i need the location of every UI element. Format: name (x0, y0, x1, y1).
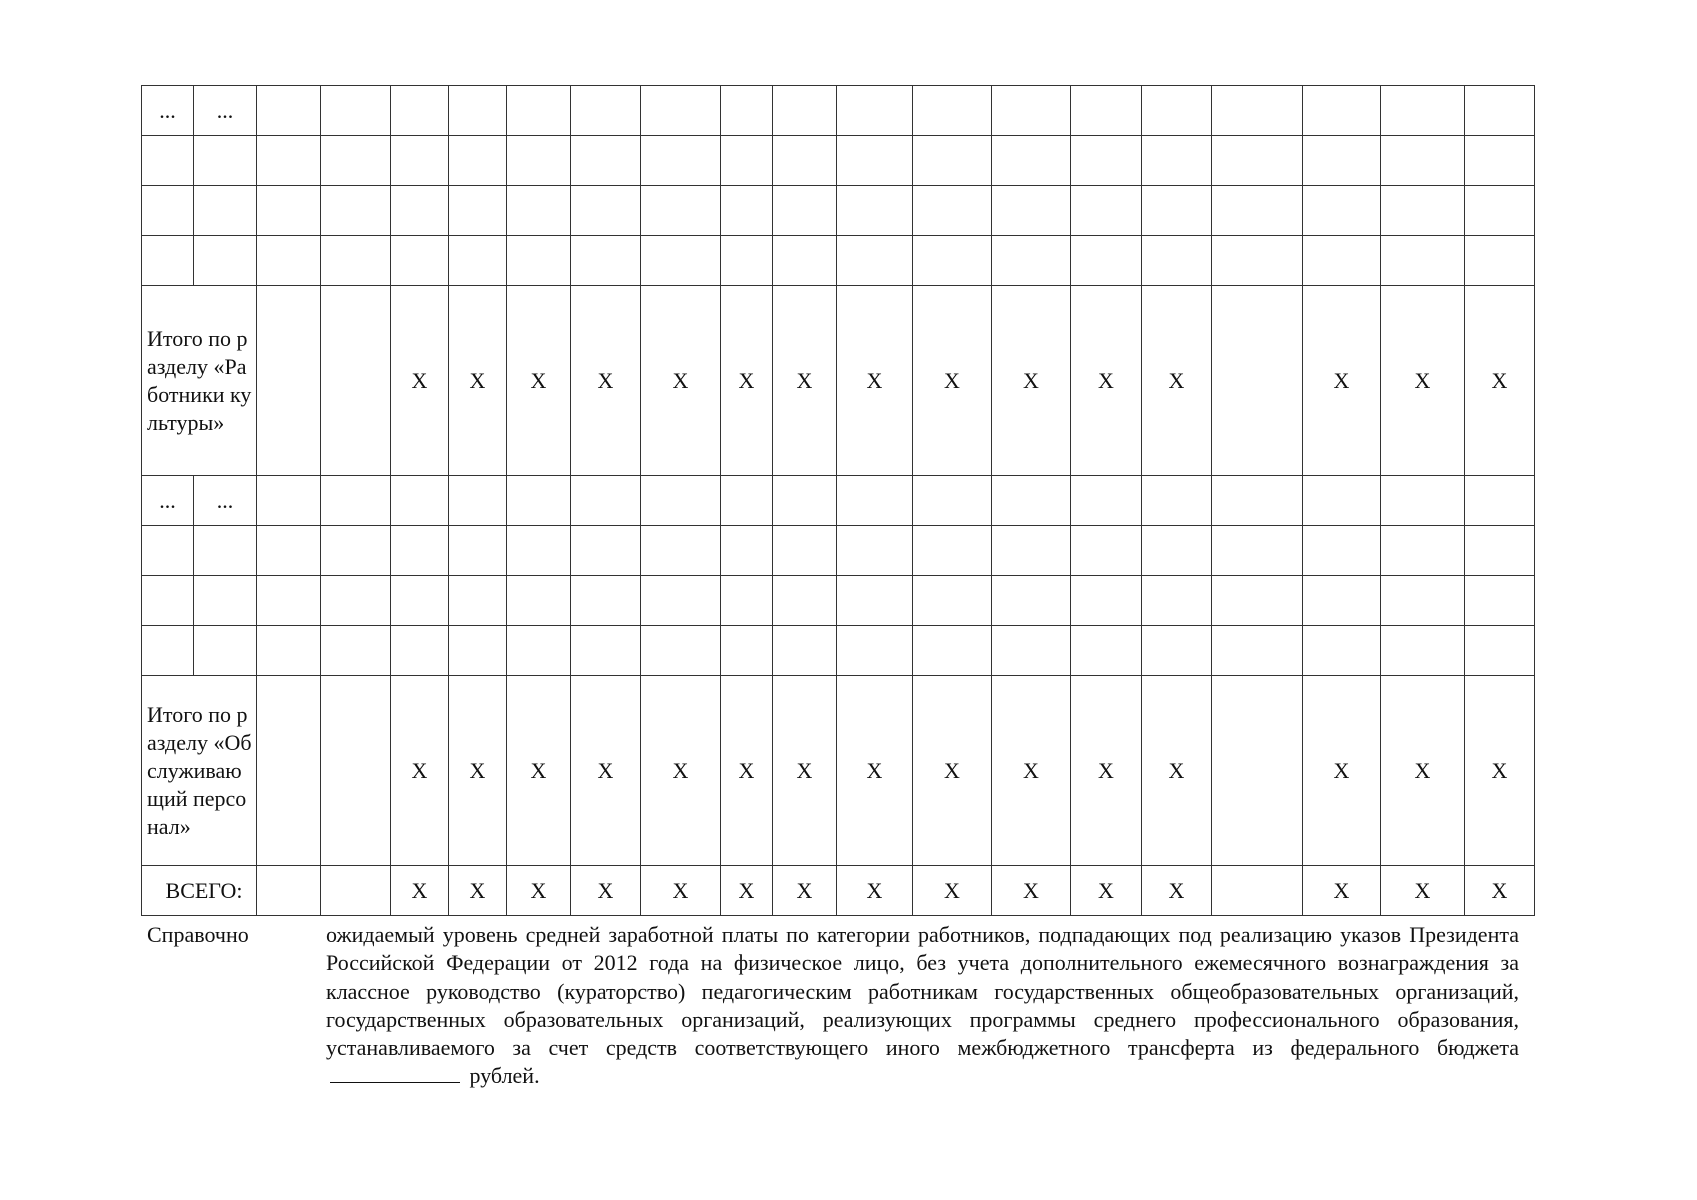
table-cell (773, 476, 837, 526)
section-total-label: Итого по разделу «Работники культуры» (142, 286, 257, 476)
table-cell (194, 136, 257, 186)
table-cell (1071, 236, 1142, 286)
table-row (142, 576, 1535, 626)
table-cell (992, 476, 1071, 526)
table-cell (641, 186, 721, 236)
table-cell (507, 576, 571, 626)
table-cell (571, 576, 641, 626)
cross-mark-cell: X (773, 286, 837, 476)
cross-mark-cell: X (721, 676, 773, 866)
table-cell (837, 86, 913, 136)
blank-input-line (330, 1062, 460, 1083)
table-cell (507, 186, 571, 236)
report-table (141, 85, 1535, 916)
note-label: Справочно (147, 922, 249, 947)
cross-mark-cell: X (1071, 676, 1142, 866)
table-cell (1071, 136, 1142, 186)
table-cell (913, 626, 992, 676)
table-cell (1212, 286, 1303, 476)
table-cell (571, 476, 641, 526)
table-cell (1142, 626, 1212, 676)
table-cell (449, 476, 507, 526)
table-cell (1381, 136, 1465, 186)
table-cell (992, 626, 1071, 676)
table-cell (641, 476, 721, 526)
table-cell (773, 576, 837, 626)
table-cell (1465, 236, 1535, 286)
table-cell (913, 236, 992, 286)
table-cell (1303, 236, 1381, 286)
table-cell (257, 186, 321, 236)
table-cell (1465, 86, 1535, 136)
table-cell (1381, 186, 1465, 236)
cross-mark-cell: X (1465, 286, 1535, 476)
cross-mark-cell: X (1071, 866, 1142, 916)
table-cell (1381, 526, 1465, 576)
table-cell (1071, 626, 1142, 676)
table-cell (1212, 866, 1303, 916)
cross-mark-cell: X (449, 286, 507, 476)
cross-mark-cell: X (1142, 286, 1212, 476)
cross-mark-cell: X (1303, 286, 1381, 476)
table-cell (571, 86, 641, 136)
table-cell (194, 526, 257, 576)
cross-mark-cell: X (1303, 866, 1381, 916)
table-cell (992, 186, 1071, 236)
table-cell (391, 86, 449, 136)
ellipsis-cell: ... (194, 86, 257, 136)
table-cell (257, 866, 321, 916)
cross-mark-cell: X (641, 866, 721, 916)
table-cell (391, 626, 449, 676)
table-cell (1142, 476, 1212, 526)
table-cell (257, 136, 321, 186)
table-cell (321, 286, 391, 476)
table-cell (142, 236, 194, 286)
table-cell (1142, 526, 1212, 576)
table-cell (992, 526, 1071, 576)
table-cell (773, 526, 837, 576)
table-cell (1071, 186, 1142, 236)
table-cell (571, 136, 641, 186)
table-cell (391, 576, 449, 626)
cross-mark-cell: X (992, 286, 1071, 476)
table-cell (837, 526, 913, 576)
cross-mark-cell: X (571, 286, 641, 476)
table-cell (1212, 476, 1303, 526)
table-cell (913, 526, 992, 576)
table-cell (1381, 236, 1465, 286)
table-cell (1381, 576, 1465, 626)
table-cell (1303, 576, 1381, 626)
table-cell (1303, 526, 1381, 576)
table-cell (913, 476, 992, 526)
table-cell (507, 626, 571, 676)
table-cell (1465, 526, 1535, 576)
table-cell (507, 86, 571, 136)
table-cell (1071, 576, 1142, 626)
table-cell (1212, 86, 1303, 136)
table-cell (449, 236, 507, 286)
table-cell (773, 186, 837, 236)
table-cell (1071, 526, 1142, 576)
table-row (142, 526, 1535, 576)
table-cell (449, 526, 507, 576)
table-cell (1212, 186, 1303, 236)
table-cell (142, 626, 194, 676)
table-cell (1381, 476, 1465, 526)
cross-mark-cell: X (641, 286, 721, 476)
table-cell (721, 576, 773, 626)
table-cell (641, 576, 721, 626)
table-cell (1212, 526, 1303, 576)
cross-mark-cell: X (773, 676, 837, 866)
table-cell (142, 136, 194, 186)
table-cell (992, 136, 1071, 186)
table-cell (449, 626, 507, 676)
cross-mark-cell: X (1381, 286, 1465, 476)
table-cell (257, 676, 321, 866)
table-cell (449, 136, 507, 186)
table-cell (1142, 86, 1212, 136)
table-cell (571, 526, 641, 576)
table-cell (1303, 186, 1381, 236)
table-cell (1212, 676, 1303, 866)
table-cell (321, 186, 391, 236)
grand-total-label: ВСЕГО: (142, 866, 257, 916)
cross-mark-cell: X (721, 866, 773, 916)
table-cell (257, 86, 321, 136)
table-cell (257, 576, 321, 626)
ellipsis-cell: ... (142, 476, 194, 526)
cross-mark-cell: X (773, 866, 837, 916)
table-cell (321, 626, 391, 676)
table-cell (257, 626, 321, 676)
table-cell (837, 576, 913, 626)
table-cell (641, 236, 721, 286)
table-cell (1071, 86, 1142, 136)
cross-mark-cell: X (571, 676, 641, 866)
ellipsis-cell: ... (142, 86, 194, 136)
table-cell (1303, 86, 1381, 136)
cross-mark-cell: X (449, 676, 507, 866)
table-cell (641, 626, 721, 676)
table-cell (1465, 576, 1535, 626)
table-cell (1381, 626, 1465, 676)
cross-mark-cell: X (507, 286, 571, 476)
section-total-label: Итого по разделу «Обслуживающий персонал» (142, 676, 257, 866)
table-cell (321, 86, 391, 136)
table-cell (641, 526, 721, 576)
table-cell (837, 626, 913, 676)
table-cell (773, 136, 837, 186)
table-cell (641, 136, 721, 186)
cross-mark-cell: X (913, 676, 992, 866)
table-cell (507, 136, 571, 186)
table-cell (391, 136, 449, 186)
table-cell (913, 136, 992, 186)
table-cell (913, 186, 992, 236)
cross-mark-cell: X (391, 286, 449, 476)
cross-mark-cell: X (837, 286, 913, 476)
table-cell (321, 136, 391, 186)
table-cell (449, 186, 507, 236)
table-cell (321, 526, 391, 576)
table-cell (1142, 186, 1212, 236)
cross-mark-cell: X (391, 866, 449, 916)
cross-mark-cell: X (992, 676, 1071, 866)
table-row (142, 476, 1535, 526)
table-cell (721, 86, 773, 136)
table-cell (1303, 136, 1381, 186)
table-cell (773, 236, 837, 286)
cross-mark-cell: X (721, 286, 773, 476)
table-cell (571, 626, 641, 676)
cross-mark-cell: X (913, 286, 992, 476)
table-cell (194, 186, 257, 236)
cross-mark-cell: X (507, 866, 571, 916)
table-cell (321, 676, 391, 866)
table-cell (1465, 626, 1535, 676)
table-row (142, 236, 1535, 286)
table-cell (992, 576, 1071, 626)
table-cell (1465, 136, 1535, 186)
table-cell (194, 626, 257, 676)
table-cell (194, 236, 257, 286)
table-cell (1142, 576, 1212, 626)
cross-mark-cell: X (391, 676, 449, 866)
cross-mark-cell: X (1142, 676, 1212, 866)
table-cell (142, 526, 194, 576)
table-cell (1212, 576, 1303, 626)
note-text (326, 921, 1519, 1091)
cross-mark-cell: X (1071, 286, 1142, 476)
table-cell (992, 236, 1071, 286)
cross-mark-cell: X (913, 866, 992, 916)
table-cell (449, 86, 507, 136)
table-row (142, 676, 1535, 866)
cross-mark-cell: X (507, 676, 571, 866)
table-cell (449, 576, 507, 626)
table-cell (321, 866, 391, 916)
table-cell (913, 86, 992, 136)
table-cell (721, 476, 773, 526)
table-cell (721, 626, 773, 676)
cross-mark-cell: X (837, 676, 913, 866)
table-row (142, 286, 1535, 476)
table-cell (1142, 136, 1212, 186)
table-cell (721, 136, 773, 186)
table-row (142, 626, 1535, 676)
table-cell (194, 576, 257, 626)
table-cell (321, 476, 391, 526)
cross-mark-cell: X (1303, 676, 1381, 866)
cross-mark-cell: X (571, 866, 641, 916)
table-cell (571, 186, 641, 236)
cross-mark-cell: X (837, 866, 913, 916)
table-cell (1465, 476, 1535, 526)
table-cell (1212, 236, 1303, 286)
cross-mark-cell: X (1465, 676, 1535, 866)
table-cell (1142, 236, 1212, 286)
table-cell (321, 236, 391, 286)
table-cell (837, 136, 913, 186)
table-cell (641, 86, 721, 136)
note-text-unit: рублей. (469, 1063, 540, 1089)
table-row (142, 86, 1535, 136)
cross-mark-cell: X (1381, 676, 1465, 866)
table-cell (1381, 86, 1465, 136)
table-row (142, 186, 1535, 236)
cross-mark-cell: X (641, 676, 721, 866)
table-cell (391, 236, 449, 286)
table-cell (1465, 186, 1535, 236)
table-cell (1212, 626, 1303, 676)
note-text-main: ожидаемый уровень средней заработной платы по категории работников, подпадающих под реализацию указов Президента Российской Федерации от 2012 года на физическое лицо, без учета дополнительного ежемесячного вознаграждения за классное руководство (кураторство) педагогическим работникам государственных общеобразовательных организаций, государственных образовательных организаций, реализующих программы среднего профессионального образования, устанавливаемого за счет средств соответствующего иного межбюджетного трансферта из федерального бюджета (326, 922, 1519, 1061)
table-cell (721, 526, 773, 576)
table-cell (507, 236, 571, 286)
table-cell (721, 236, 773, 286)
table-cell (257, 286, 321, 476)
cross-mark-cell: X (1142, 866, 1212, 916)
cross-mark-cell: X (1381, 866, 1465, 916)
table-cell (773, 86, 837, 136)
table-cell (773, 626, 837, 676)
table-cell (391, 526, 449, 576)
table-row (142, 866, 1535, 916)
table-cell (507, 526, 571, 576)
table-cell (257, 526, 321, 576)
table-cell (913, 576, 992, 626)
table-cell (507, 476, 571, 526)
table-cell (142, 186, 194, 236)
table-cell (1071, 476, 1142, 526)
table-cell (837, 186, 913, 236)
cross-mark-cell: X (992, 866, 1071, 916)
table-cell (837, 236, 913, 286)
table-cell (391, 476, 449, 526)
table-cell (142, 576, 194, 626)
table-cell (257, 236, 321, 286)
table-cell (992, 86, 1071, 136)
table-cell (837, 476, 913, 526)
table-row (142, 136, 1535, 186)
table-cell (571, 236, 641, 286)
table-cell (321, 576, 391, 626)
table-cell (721, 186, 773, 236)
table-cell (257, 476, 321, 526)
cross-mark-cell: X (1465, 866, 1535, 916)
ellipsis-cell: ... (194, 476, 257, 526)
cross-mark-cell: X (449, 866, 507, 916)
table-cell (1303, 476, 1381, 526)
table-cell (391, 186, 449, 236)
table-cell (1303, 626, 1381, 676)
table-cell (1212, 136, 1303, 186)
